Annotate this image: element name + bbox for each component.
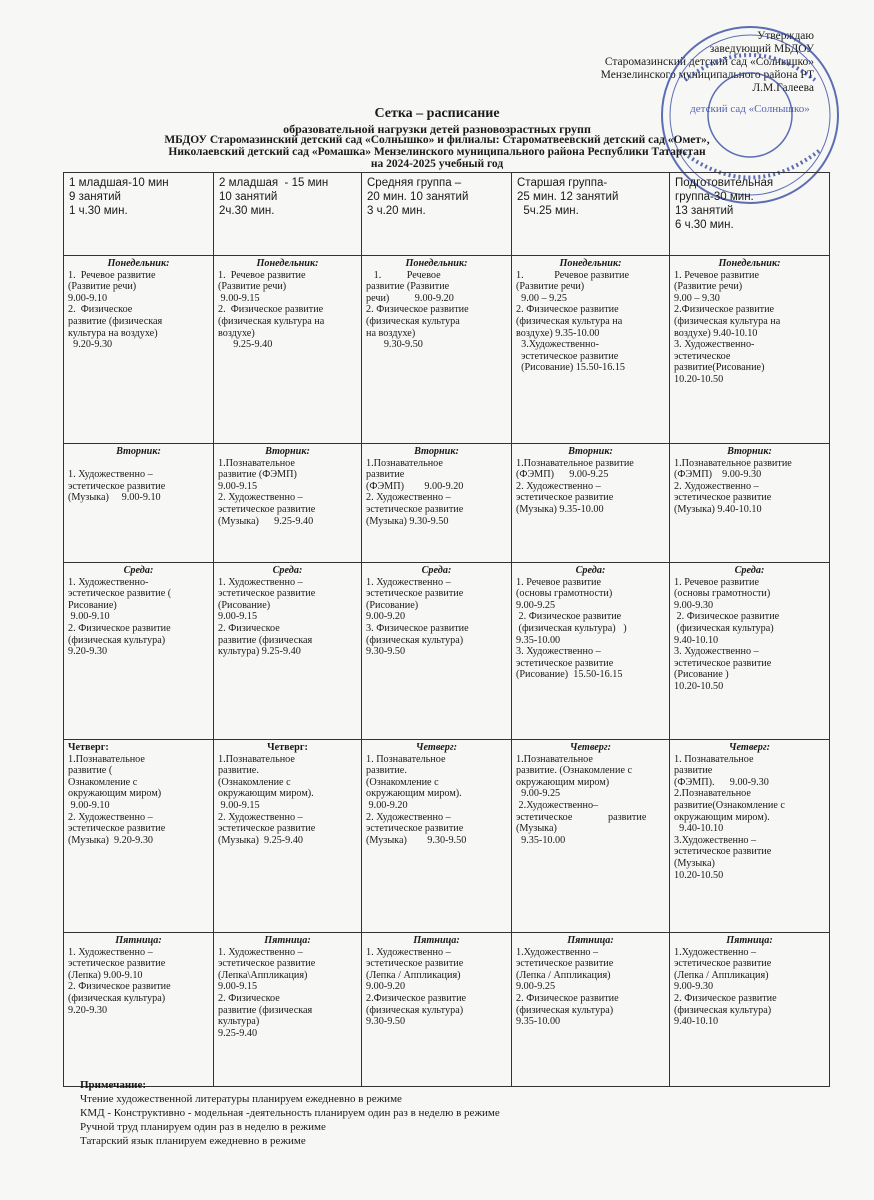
activity-line: речи) 9.00-9.20 (366, 292, 454, 304)
schedule-cell (214, 444, 362, 563)
activity-line: 3. Физическое развитие (366, 622, 469, 634)
schedule-cell (512, 563, 670, 740)
day-label: Среда: (123, 565, 154, 576)
activity-line: 9.20-9.30 (68, 339, 113, 351)
schedule-cell (64, 933, 214, 1087)
activity-line: 2. Художественно – (516, 480, 601, 492)
activity-line: 1.Познавательное развитие (516, 457, 634, 469)
activity-line: эстетическое развитие (674, 846, 772, 858)
day-label: Пятница: (413, 935, 460, 946)
activity-line: (физическая культура) (366, 1004, 464, 1016)
activity-line: 9.00-9.10 (68, 611, 110, 623)
day-label: Четверг: (415, 742, 458, 753)
activity-line: 1. Речевое развитие (68, 269, 156, 281)
activity-line: 1.Познавательное (68, 753, 145, 765)
activity-line: 9.40-10.10 (674, 823, 724, 835)
day-label: Четверг: (267, 742, 308, 753)
activity-line: 2.Физическое развитие (366, 992, 467, 1004)
group-header-cell (362, 173, 512, 256)
group-header-line: 1 ч.30 мин. (69, 205, 128, 217)
schedule-cell (670, 444, 830, 563)
activity-line: эстетическое развитие (68, 480, 166, 492)
day-label: Пятница: (726, 935, 773, 946)
activity-line: 1.Познавательное (366, 457, 443, 469)
activity-line: (Рисование) (366, 599, 419, 611)
activity-line: (Музыка) 9.20-9.30 (68, 834, 154, 846)
activity-line: 9.00-9.20 (366, 981, 406, 993)
activity-line: 1.Познавательное (516, 753, 593, 765)
activity-line: 9.30-9.50 (366, 1016, 406, 1028)
activity-line: (Лепка) 9.00-9.10 (68, 969, 143, 981)
activity-line: культура) (218, 1016, 260, 1028)
activity-line: 3. Художественно – (516, 646, 601, 658)
notes-block (80, 1078, 840, 1148)
schedule-cell (670, 740, 830, 933)
day-label: Среда: (734, 565, 765, 576)
activity-line: 9.00-9.25 (516, 788, 561, 800)
activity-line: эстетическое развитие (218, 823, 316, 835)
activity-line: (Рисование) 15.50-16.15 (516, 669, 623, 681)
activity-line: 1.Художественно – (674, 946, 757, 958)
activity-line: 9.00-9.15 (218, 480, 258, 492)
activity-line: эстетическое развитие (366, 503, 464, 515)
activity-line: 1. Познавательное (674, 753, 754, 765)
day-label: Среда: (272, 565, 303, 576)
activity-line: 9.00-9.15 (218, 799, 260, 811)
activity-line: (физическая культура) ) (516, 622, 627, 634)
group-header-cell (670, 173, 830, 256)
group-header-line: 6 ч.30 мин. (675, 219, 734, 231)
activity-line: 9.00-9.15 (218, 611, 258, 623)
activity-line: 1. Речевое развитие (218, 269, 306, 281)
activity-line: 9.00-9.25 (516, 981, 556, 993)
group-header-cell (64, 173, 214, 256)
activity-line: Рисование) (68, 599, 117, 611)
activity-line: 9.00-9.20 (366, 799, 408, 811)
activity-line: эстетическое развитие (366, 588, 464, 600)
day-row (64, 256, 830, 444)
activity-line: Ознакомление с (68, 776, 138, 788)
schedule-cell (64, 740, 214, 933)
schedule-cell (214, 933, 362, 1087)
activity-line: 1. Речевое развитие (516, 269, 630, 281)
activity-line: (основы грамотности) (674, 588, 771, 600)
activity-line: (физическая культура на (516, 315, 623, 327)
activity-line: 1. Художественно – (68, 946, 153, 958)
activity-line: 2. Физическое (68, 304, 133, 316)
group-header-cell (512, 173, 670, 256)
note-line: Татарский язык планируем ежедневно в режиме (80, 1135, 306, 1147)
activity-line: 9.00-9.15 (218, 292, 260, 304)
schedule-cell (670, 933, 830, 1087)
activity-line: 3. Художественно – (674, 646, 759, 658)
schedule-cell (670, 563, 830, 740)
activity-line: эстетическое развитие (68, 823, 166, 835)
activity-line: 1. Речевое развитие (674, 269, 759, 281)
activity-line: (Музыка) (516, 823, 557, 835)
activity-line: 9.25-9.40 (218, 339, 273, 351)
activity-line (68, 458, 209, 470)
group-header-line: 20 мин. 10 занятий (367, 191, 469, 203)
schedule-cell (362, 256, 512, 444)
schedule-cell (512, 444, 670, 563)
activity-line: окружающим миром) (68, 788, 162, 800)
activity-line: (ФЭМП) 9.00-9.20 (366, 480, 464, 492)
activity-line: (Рисование) (218, 599, 271, 611)
schedule-cell (362, 444, 512, 563)
activity-line: 3. Художественно- (674, 339, 755, 351)
academic-year: на 2024-2025 учебный год (370, 158, 504, 170)
day-label: Четверг: (569, 742, 612, 753)
day-label: Среда: (575, 565, 606, 576)
group-header-line: 10 занятий (219, 191, 278, 203)
activity-line: 9.35-10.00 (516, 1016, 561, 1028)
activity-line: (Музыка) 9.35-10.00 (516, 503, 604, 515)
day-label: Вторник: (116, 446, 161, 457)
schedule-cell (512, 740, 670, 933)
activity-line: 1. Художественно – (218, 576, 303, 588)
activity-line: 10.20-10.50 (674, 869, 724, 881)
schedule-cell (512, 933, 670, 1087)
activity-line: 2. Физическое (218, 622, 280, 634)
schedule-cell (214, 563, 362, 740)
activity-line: развитие(Ознакомление с (674, 799, 785, 811)
activity-line: эстетическое развитие ( (68, 588, 172, 600)
organization-line-1: МБДОУ Старомазинский детский сад «Солнышко» и филиалы: Староматвеевский детский сад «Омет», (164, 134, 710, 146)
group-header-line: 1 младшая-10 мин (69, 177, 169, 189)
activity-line: 9.00 – 9.25 (516, 292, 567, 304)
activity-line: эстетическое развитие (516, 811, 647, 823)
activity-line: 2. Художественно – (218, 811, 303, 823)
activity-line: на воздухе) (366, 327, 416, 339)
activity-line: 9.00-9.25 (516, 599, 556, 611)
activity-line: 1.Познавательное развитие (674, 457, 792, 469)
activity-line: (физическая культура) (516, 1004, 614, 1016)
activity-line: 2. Художественно – (68, 811, 153, 823)
activity-line: 9.40-10.10 (674, 1016, 719, 1028)
activity-line: (Музыка) 9.40-10.10 (674, 503, 762, 515)
stamp-text: детский сад «Солнышко» (690, 103, 810, 115)
note-line: КМД - Конструктивно - модельная -деятельность планируем один раз в неделю в режиме (80, 1107, 500, 1119)
activity-line: 1. Художественно – (218, 946, 303, 958)
activity-line: 2. Физическое развитие (68, 981, 171, 993)
approval-line: Л.М.Галеева (752, 82, 814, 94)
group-header-cell (214, 173, 362, 256)
activity-line: 9.30-9.50 (366, 339, 423, 351)
activity-line: 2. Художественно – (366, 492, 451, 504)
day-label: Понедельник: (107, 258, 170, 269)
activity-line: (ФЭМП) 9.00-9.25 (516, 469, 609, 481)
activity-line: 2. Физическое развитие (674, 992, 777, 1004)
activity-line: воздухе) 9.40-10.10 (674, 327, 758, 339)
activity-line: 2. Физическое развитие (366, 304, 469, 316)
activity-line: развитие (674, 765, 713, 777)
group-header-line: 3 ч.20 мин. (367, 205, 426, 217)
activity-line: 9.00-9.30 (674, 981, 714, 993)
activity-line: (Лепка\Аппликация) (218, 969, 308, 981)
approval-line: Мензелинского муниципального района РТ (600, 69, 814, 81)
group-header-line: 5ч.25 мин. (517, 205, 579, 217)
group-header-line: Средняя группа – (367, 177, 462, 189)
activity-line: 1. Речевое развитие (516, 576, 601, 588)
activity-line: (Ознакомление с (366, 776, 439, 788)
activity-line: 1. Речевое развитие (674, 576, 759, 588)
activity-line: (физическая культура) (68, 634, 166, 646)
activity-line: 3.Художественно – (674, 834, 757, 846)
activity-line: 1. Речевое (366, 269, 441, 281)
day-row (64, 444, 830, 563)
activity-line: 9.00-9.15 (218, 981, 258, 993)
group-header-line: группа-30 мин. (675, 191, 754, 203)
activity-line: 9.40-10.10 (674, 634, 719, 646)
activity-line: эстетическое развитие (516, 657, 614, 669)
activity-line: (физическая культура) (366, 634, 464, 646)
note-line: Ручной труд планируем один раз в неделю в режиме (80, 1121, 326, 1133)
activity-line: (Музыка) 9.30-9.50 (366, 515, 449, 527)
activity-line: развитие. (218, 765, 259, 777)
schedule-cell (64, 256, 214, 444)
activity-line: 2. Физическое развитие (218, 304, 324, 316)
activity-line: эстетическое развитие (674, 958, 772, 970)
group-header-line: Старшая группа- (517, 177, 608, 189)
activity-line: (физическая культура на (674, 315, 781, 327)
activity-line: 2. Физическое развитие (674, 611, 780, 623)
day-label: Пятница: (115, 935, 162, 946)
activity-line: (Развитие речи) (68, 281, 137, 293)
group-header-line: 25 мин. 12 занятий (517, 191, 619, 203)
activity-line: 9.25-9.40 (218, 1027, 258, 1039)
activity-line: развитие(Рисование) (674, 362, 765, 374)
note-line: Чтение художественной литературы планируем ежедневно в режиме (80, 1093, 402, 1105)
activity-line: культура на воздухе) (68, 327, 158, 339)
activity-line: 2. Художественно – (674, 480, 759, 492)
activity-line: 9.00-9.10 (68, 799, 110, 811)
activity-line: 2.Художественно– (516, 799, 599, 811)
activity-line: окружающим миром). (674, 811, 770, 823)
group-header-line: Подготовительная (675, 177, 774, 189)
activity-line: 1. Художественно – (366, 946, 451, 958)
group-header-line: 2ч.30 мин. (219, 205, 275, 217)
activity-line: 9.00-9.30 (674, 599, 714, 611)
activity-line: эстетическое развитие (516, 492, 614, 504)
activity-line: 2. Художественно – (366, 811, 451, 823)
activity-line: 2. Физическое развитие (68, 622, 171, 634)
activity-line: (физическая культура) (674, 622, 774, 634)
organization-line-2: Николаевский детский сад «Ромашка» Мензелинского муниципального района Республики Татарстан (168, 146, 706, 158)
activity-line: (Музыка) 9.30-9.50 (366, 834, 467, 846)
day-row (64, 933, 830, 1087)
day-label: Четверг: (68, 742, 109, 753)
activity-line: воздухе) 9.35-10.00 (516, 327, 600, 339)
activity-line: (Лепка / Аппликация) (674, 969, 769, 981)
activity-line: (Музыка) (674, 857, 715, 869)
activity-line: 2. Физическое развитие (516, 992, 619, 1004)
activity-line: (ФЭМП). 9.00-9.30 (674, 776, 769, 788)
day-label: Понедельник: (256, 258, 319, 269)
schedule-cell (64, 563, 214, 740)
activity-line: развитие (Развитие (366, 281, 450, 293)
activity-line: эстетическое развитие (68, 958, 166, 970)
activity-line: (Развитие речи) (516, 281, 585, 293)
page-subtitle: образовательной нагрузки детей разновозрастных групп (283, 122, 591, 136)
schedule-cell (214, 256, 362, 444)
activity-line: эстетическое (674, 350, 731, 362)
activity-line: эстетическое развитие (674, 492, 772, 504)
group-header-line: 13 занятий (675, 205, 734, 217)
notes-title: Примечание: (80, 1079, 147, 1091)
activity-line: 2.Физическое развитие (674, 304, 775, 316)
activity-line: воздухе) (218, 327, 255, 339)
activity-line: эстетическое развитие (516, 958, 614, 970)
day-label: Понедельник: (559, 258, 622, 269)
activity-line: (Музыка) 9.25-9.40 (218, 515, 314, 527)
activity-line: (Музыка) 9.00-9.10 (68, 492, 161, 504)
activity-line: (Развитие речи) (218, 281, 287, 293)
schedule-cell (64, 444, 214, 563)
activity-line: (Музыка) 9.25-9.40 (218, 834, 304, 846)
approval-line: Утверждаю (757, 30, 814, 42)
activity-line: окружающим миром). (218, 788, 314, 800)
activity-line: окружающим миром) (516, 776, 610, 788)
activity-line: эстетическое развитие (366, 958, 464, 970)
activity-line: 9.30-9.50 (366, 646, 406, 658)
activity-line: 9.20-9.30 (68, 646, 108, 658)
activity-line: 1.Познавательное (218, 753, 295, 765)
activity-line: 1.Художественно – (516, 946, 599, 958)
activity-line: 9.35-10.00 (516, 834, 566, 846)
activity-line: 2. Физическое развитие (516, 611, 622, 623)
day-label: Вторник: (265, 446, 310, 457)
schedule-cell (670, 256, 830, 444)
schedule-cell (362, 740, 512, 933)
activity-line: развитие (физическая (68, 315, 163, 327)
activity-line: (физическая культура) (68, 992, 166, 1004)
day-row (64, 563, 830, 740)
activity-line: (Лепка / Аппликация) (366, 969, 461, 981)
activity-line: (Лепка / Аппликация) (516, 969, 611, 981)
day-label: Вторник: (568, 446, 613, 457)
group-header-line: 9 занятий (69, 191, 121, 203)
activity-line: эстетическое развитие (218, 503, 316, 515)
day-label: Вторник: (727, 446, 772, 457)
activity-line: 10.20-10.50 (674, 680, 724, 692)
activity-line: 9.00-9.10 (68, 292, 108, 304)
activity-line: 9.00-9.20 (366, 611, 406, 623)
day-label: Четверг: (728, 742, 771, 753)
activity-line: 1.Познавательное (218, 457, 295, 469)
activity-line: развитие (физическая (218, 1004, 313, 1016)
group-header-row (64, 173, 830, 256)
activity-line: 1. Художественно- (68, 576, 149, 588)
activity-line: 9.35-10.00 (516, 634, 561, 646)
activity-line: развитие. (Ознакомление с (516, 765, 633, 777)
activity-line: развитие (физическая (218, 634, 313, 646)
activity-line: (Рисование ) (674, 669, 729, 681)
activity-line: эстетическое развитие (218, 588, 316, 600)
day-label: Среда: (421, 565, 452, 576)
activity-line: 2.Познавательное (674, 788, 751, 800)
schedule-cell (214, 740, 362, 933)
activity-line: культура) 9.25-9.40 (218, 646, 301, 658)
activity-line: 2. Художественно – (218, 492, 303, 504)
activity-line: эстетическое развитие (366, 823, 464, 835)
page-title: Сетка – расписание (374, 106, 500, 121)
day-label: Пятница: (567, 935, 614, 946)
day-label: Понедельник: (718, 258, 781, 269)
schedule-cell (512, 256, 670, 444)
activity-line: (физическая культура (366, 315, 460, 327)
day-row (64, 740, 830, 933)
approval-line: заведующий МБДОУ (709, 43, 814, 55)
group-header-line: 2 младшая - 15 мин (219, 177, 329, 189)
activity-line: развитие ( (68, 765, 113, 777)
activity-line: развитие (366, 469, 405, 481)
activity-line: (физическая культура) (674, 1004, 772, 1016)
activity-line: (ФЭМП) 9.00-9.30 (674, 469, 762, 481)
activity-line: окружающим миром). (366, 788, 462, 800)
day-label: Вторник: (414, 446, 459, 457)
activity-line: 9.00 – 9.30 (674, 292, 720, 304)
activity-line: (Рисование) 15.50-16.15 (516, 362, 626, 374)
activity-line: 3.Художественно- (516, 339, 599, 351)
activity-line: 10.20-10.50 (674, 373, 724, 385)
activity-line: 2. Физическое (218, 992, 280, 1004)
activity-line: развитие. (366, 765, 407, 777)
activity-line: 1. Художественно – (366, 576, 451, 588)
day-label: Понедельник: (405, 258, 468, 269)
schedule-cell (362, 563, 512, 740)
approval-line: Старомазинский детский сад «Солнышко» (604, 56, 814, 68)
activity-line: эстетическое развитие (218, 958, 316, 970)
activity-line: 2. Физическое развитие (516, 304, 619, 316)
activity-line: (основы грамотности) (516, 588, 613, 600)
schedule-cell (362, 933, 512, 1087)
activity-line: 1. Познавательное (366, 753, 446, 765)
day-label: Пятница: (264, 935, 311, 946)
schedule-table (63, 172, 830, 1087)
activity-line: развитие (ФЭМП) (218, 469, 297, 481)
activity-line: (физическая культура на (218, 315, 325, 327)
activity-line: 1. Художественно – (68, 469, 153, 481)
activity-line: эстетическое развитие (516, 350, 619, 362)
activity-line: 9.20-9.30 (68, 1004, 108, 1016)
activity-line: эстетическое развитие (674, 657, 772, 669)
activity-line: (Развитие речи) (674, 281, 743, 293)
activity-line: (Ознакомление с (218, 776, 291, 788)
